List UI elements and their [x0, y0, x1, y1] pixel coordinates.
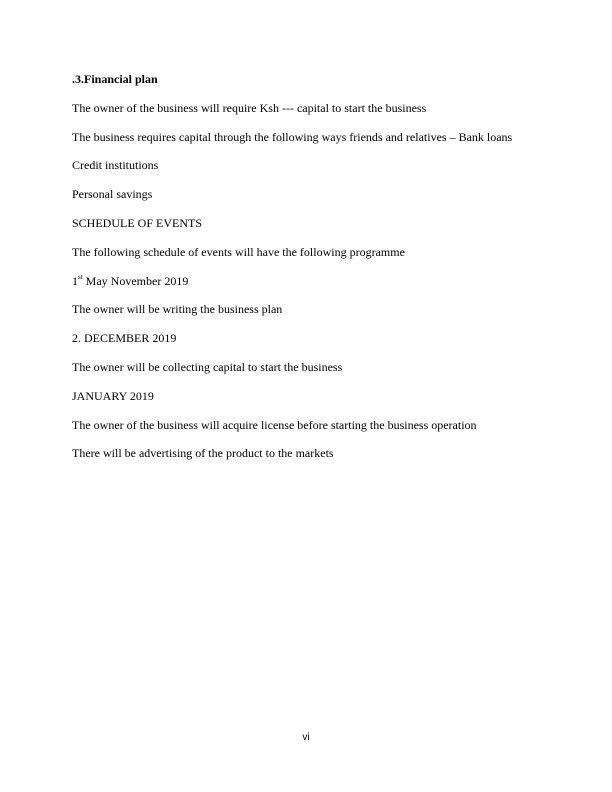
- section-heading: .3.Financial plan: [72, 72, 158, 86]
- schedule-task-first: The owner will be writing the business plan: [72, 302, 283, 316]
- schedule-date-first: [72, 274, 188, 288]
- schedule-date-first-month: May November 2019: [82, 274, 189, 288]
- schedule-task-second: The owner will be collecting capital to start the business: [72, 360, 343, 374]
- paragraph-personal-savings: Personal savings: [72, 187, 153, 201]
- paragraph-capital-requirement: The owner of the business will require Ksh --- capital to start the business: [72, 101, 427, 115]
- page-number: vi: [302, 732, 310, 743]
- schedule-date-first-ordinal: st: [78, 273, 83, 281]
- schedule-title: SCHEDULE OF EVENTS: [72, 216, 203, 230]
- schedule-date-first-number: 1: [72, 274, 78, 288]
- paragraph-schedule-intro: The following schedule of events will have the following programme: [72, 245, 405, 259]
- paragraph-capital-sources: The business requires capital through the following ways friends and relatives – Bank loans: [72, 130, 513, 144]
- schedule-date-third: JANUARY 2019: [72, 389, 154, 403]
- schedule-task-third: The owner of the business will acquire license before starting the business operation: [72, 418, 477, 432]
- paragraph-credit-institutions: Credit institutions: [72, 158, 159, 172]
- schedule-date-second: 2. DECEMBER 2019: [72, 331, 177, 345]
- schedule-closing-note: There will be advertising of the product to the markets: [72, 446, 334, 460]
